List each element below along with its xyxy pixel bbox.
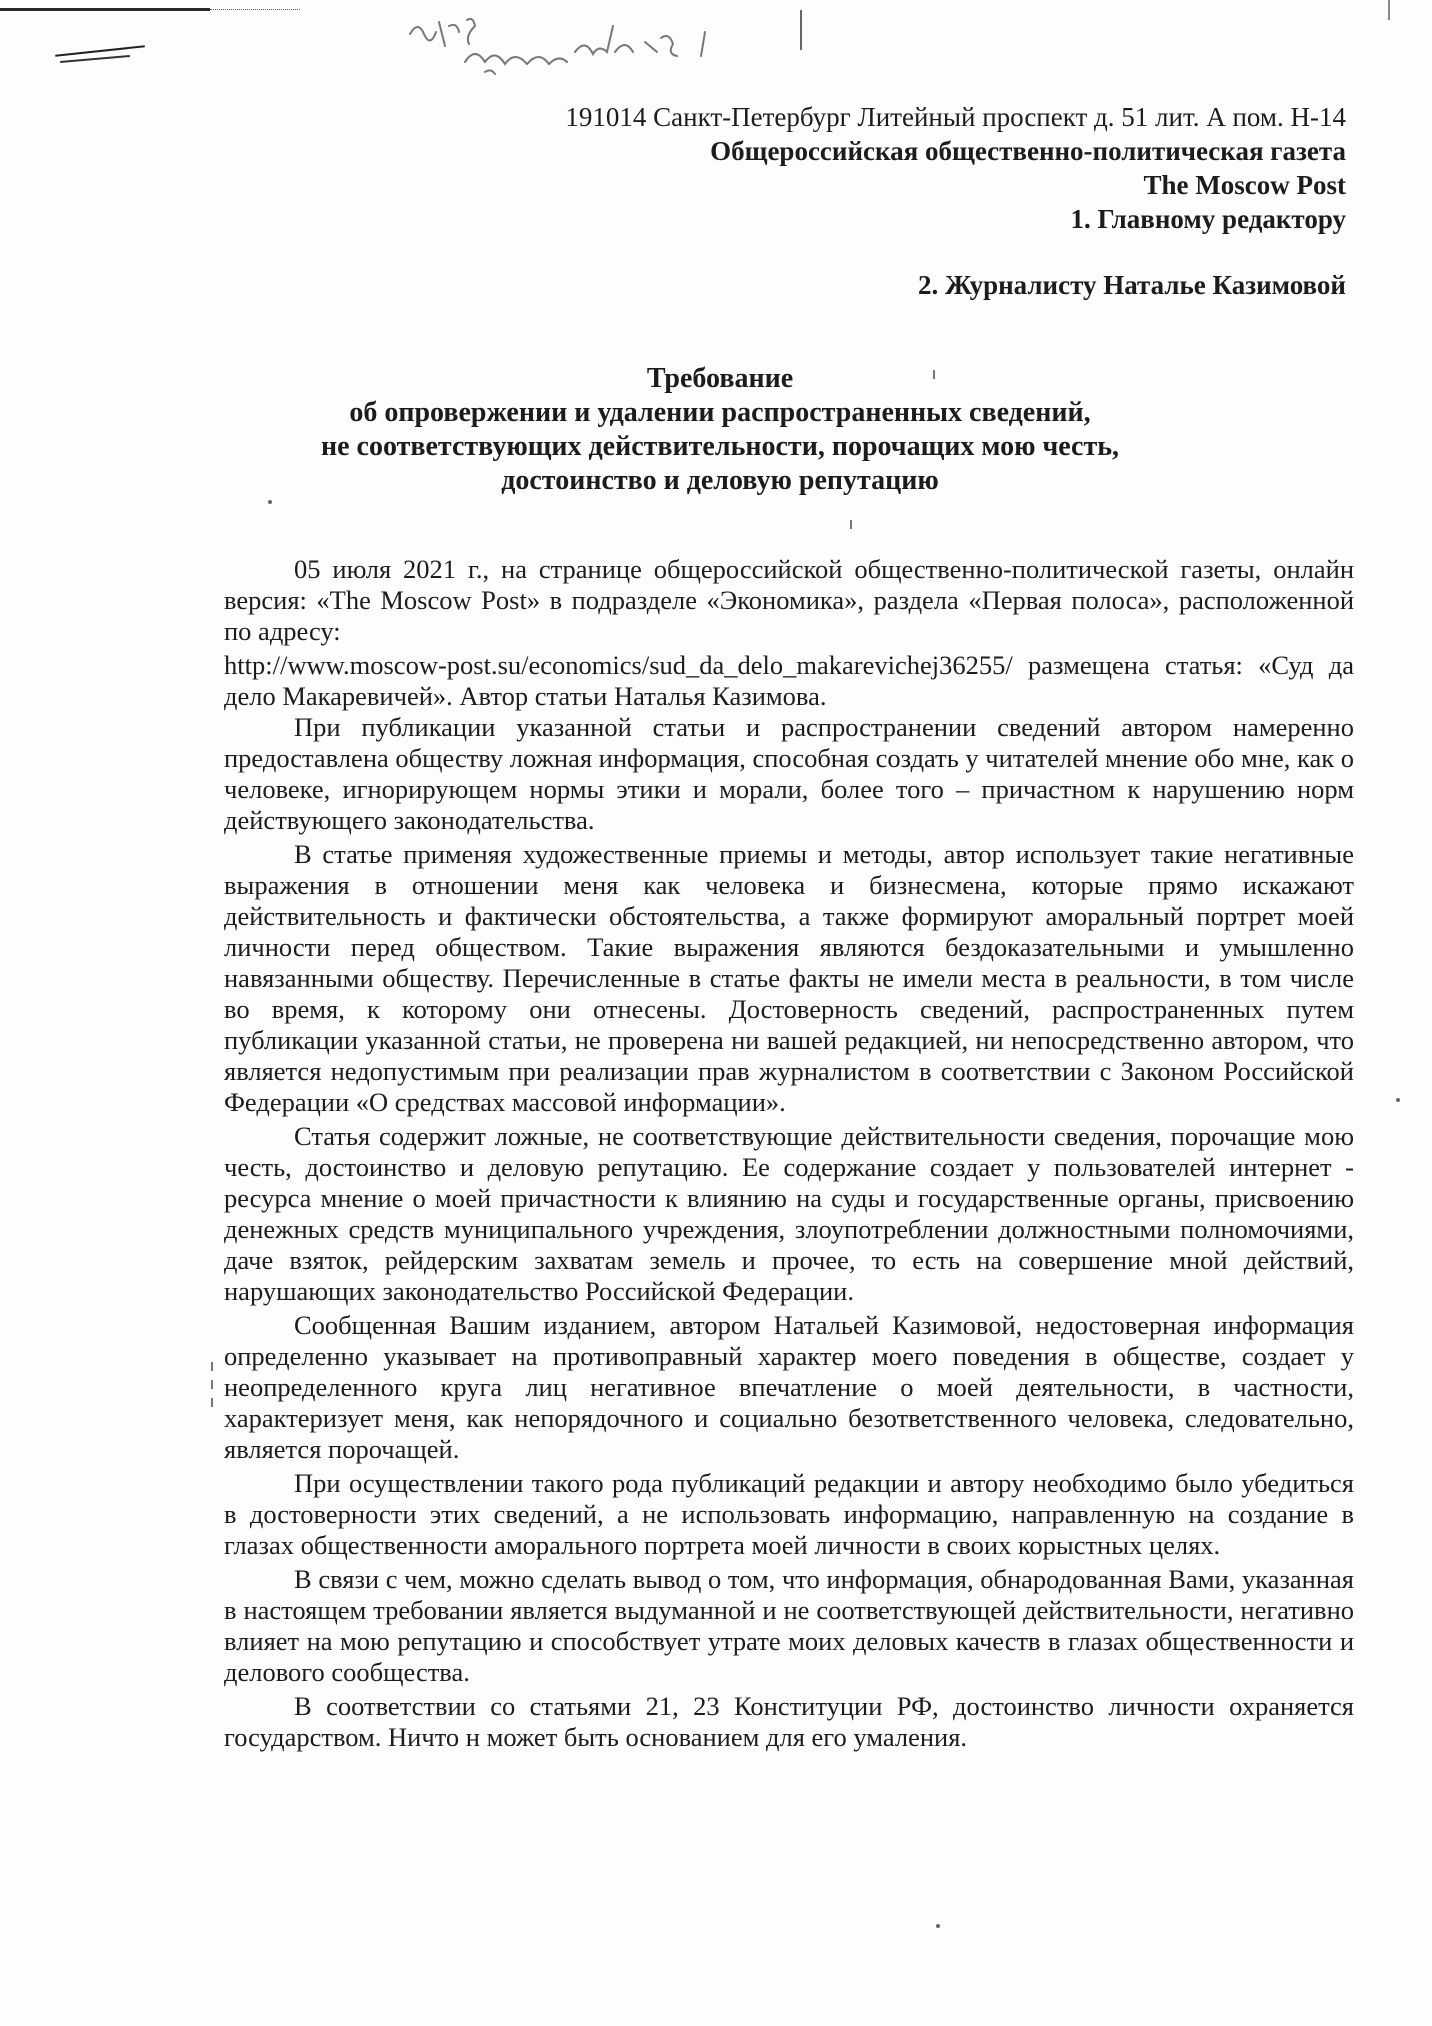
address-line: 191014 Санкт-Петербург Литейный проспект д. 51 лит. А пом. Н-14 [565,102,1346,132]
scan-speck [933,370,935,379]
paragraph: В соответствии со статьями 21, 23 Конституции РФ, достоинство личности охраняется государством. Ничто н может быть основанием для его умаления. [224,1691,1354,1752]
scan-speck [211,1362,213,1371]
paragraph: При осуществлении такого рода публикаций редакции и автору необходимо было убедиться в достоверности этих сведений, а не использовать информацию, направленную на создание в глазах общественности аморального портрета моей личности в своих корыстных целях. [224,1468,1354,1560]
scan-artifact-dots [210,9,300,10]
article-url-line: http://www.moscow-post.su/economics/sud_da_delo_makarevichej36255/ размещена статья: «Суд да дело Макаревичей». Автор статьи Наталья Казимова. [224,650,1354,711]
title-line: Требование [646,363,794,394]
scan-artifact-tick [800,10,802,50]
scan-artifact-line [0,8,210,11]
scan-artifact-dash [55,45,145,56]
scan-artifact-tick [1388,0,1390,20]
paragraph: Сообщенная Вашим изданием, автором Натальей Казимовой, недостоверная информация определенно указывает на противоправный характер моего поведения в обществе, создает у неопределенного круга лиц негативное впечатление о моей деятельности, в частности, характеризует меня, как непорядочного и социально безответственного человека, следовательно, является порочащей. [224,1310,1354,1464]
paragraph: В статье применяя художественные приемы и методы, автор использует такие негативные выражения в отношении меня как человека и бизнесмена, которые прямо искажают действительность и фактически обстоятельства, а также формируют аморальный портрет моей личности перед обществом. Такие выражения являются бездоказательными и умышленно навязанными обществу. Перечисленные в статье факты не имели места в реальности, в том числе во время, к которому они отнесены. Достоверность сведений, распространенных путем публикации указанной статьи, не проверена ни вашей редакцией, ни непосредственно автором, что является недопустимым при реализации прав журналистом в соответствии с Законом Российской Федерации «О средствах массовой информации». [224,839,1354,1117]
paragraph: При публикации указанной статьи и распространении сведений автором намеренно предоставлена обществу ложная информация, способная создать у читателей мнение обо мне, как о человеке, игнорирующем нормы этики и морали, более того – причастном к нарушению норм действующего законодательства. [224,712,1354,835]
scan-speck [1396,1098,1400,1102]
newspaper-type: Общероссийская общественно-политическая газета [710,136,1346,166]
paragraph: 05 июля 2021 г., на странице общероссийской общественно-политической газеты, онлайн версия: «The Moscow Post» в подразделе «Экономика», раздела «Первая полоса», расположенной по адресу: [224,554,1354,646]
scan-speck [211,1380,213,1389]
paragraph: В связи с чем, можно сделать вывод о том, что информация, обнародованная Вами, указанная в настоящем требовании является выдуманной и не соответствующей действительности, негативно влияет на мою репутацию и способствует утрате моих деловых качеств в глазах общественности и делового сообщества. [224,1564,1354,1687]
recipient-chief-editor: 1. Главному редактору [1070,204,1346,234]
handwritten-note [405,12,765,82]
recipient-journalist: 2. Журналисту Наталье Казимовой [917,270,1346,300]
paragraph: Статья содержит ложные, не соответствующие действительности сведения, порочащие мою честь, достоинство и деловую репутацию. Ее содержание создает у пользователей интернет - ресурса мнение о моей причастности к влиянию на суды и государственные органы, присвоению денежных средств муниципального учреждения, злоупотреблении должностными полномочиями, даче взяток, рейдерским захватам земель и прочее, то есть на совершение мной действий, нарушающих законодательство Российской Федерации. [224,1121,1354,1306]
document-title [200,362,1240,498]
document-body [224,554,1354,1756]
scan-speck [850,520,852,529]
scan-speck [268,500,272,504]
title-line: не соответствующих действительности, порочащих мою честь, [320,431,1120,462]
scan-speck [211,1398,213,1407]
scan-artifact-dash [60,55,130,63]
recipient-block [346,100,1346,302]
title-line: об опровержении и удалении распространенных сведений, [349,397,1091,428]
scan-speck [936,1924,940,1928]
title-line: достоинство и деловую репутацию [501,465,939,496]
newspaper-name: The Moscow Post [1143,170,1346,200]
